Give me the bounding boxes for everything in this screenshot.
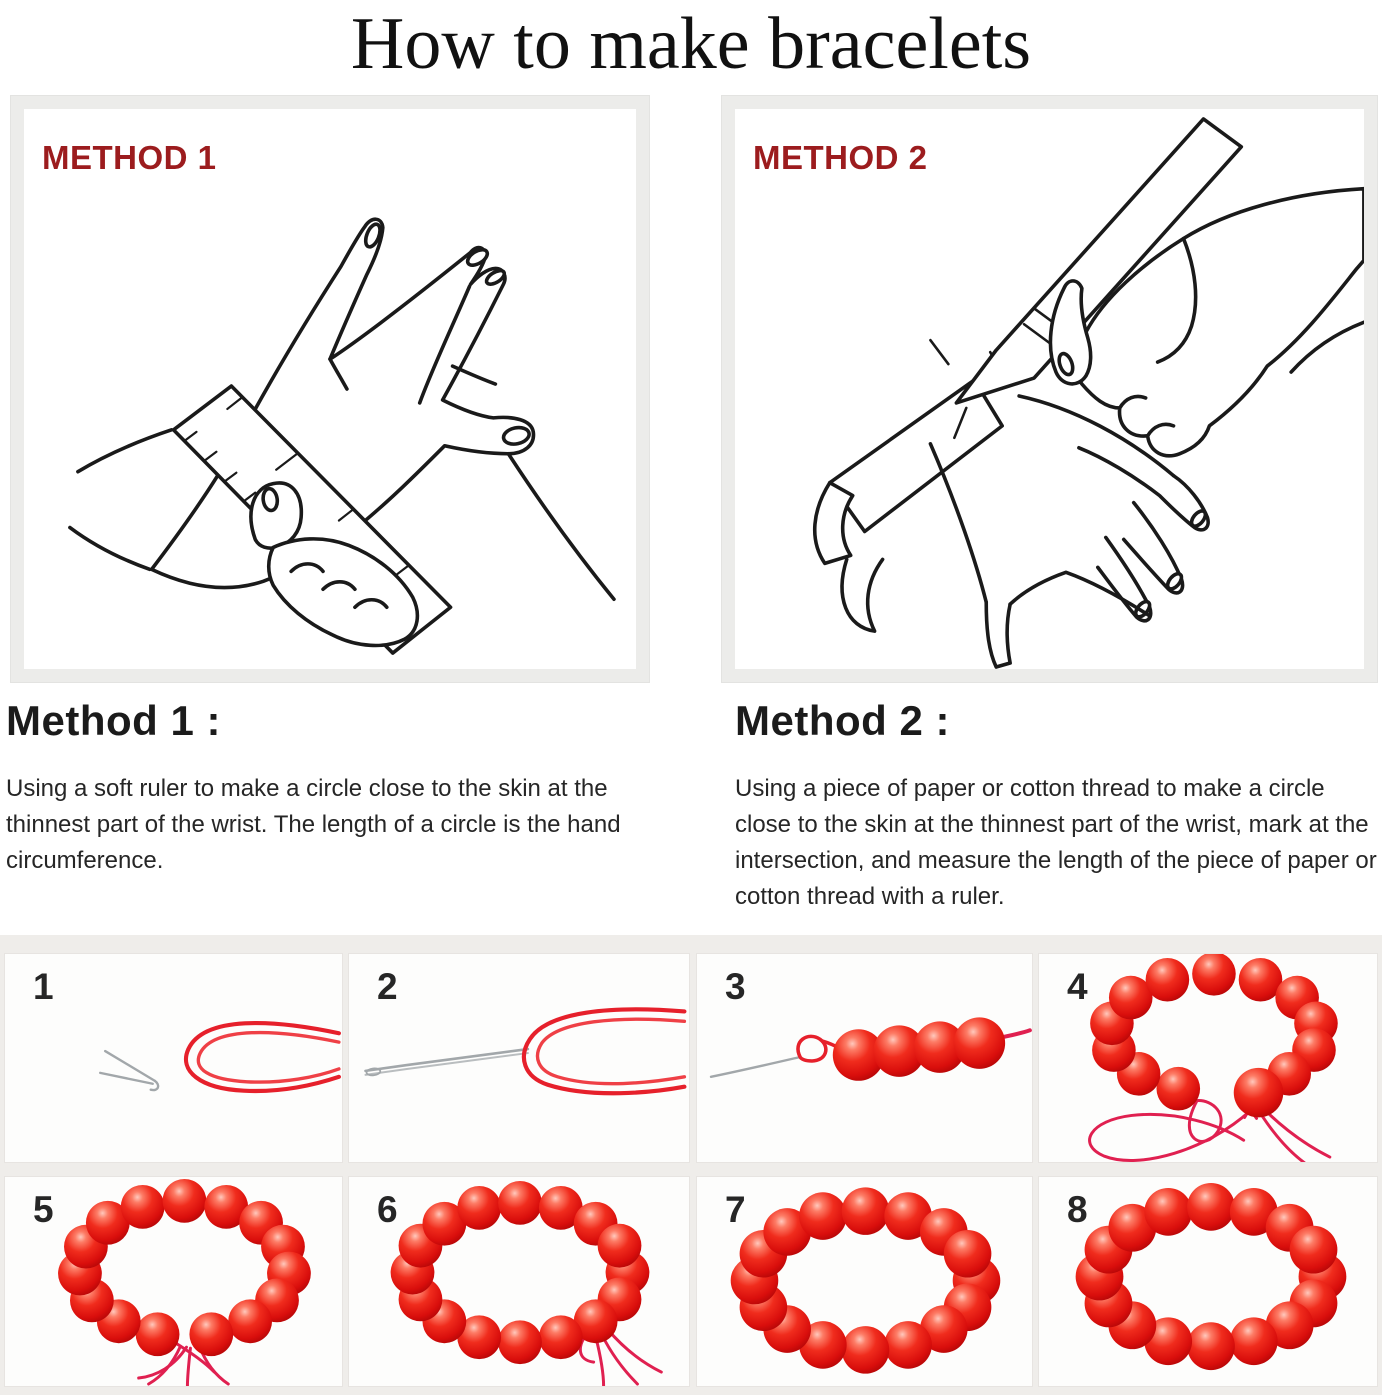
method1-description: Using a soft ruler to make a circle close to the skin at the thinnest part of the wrist. The length of a circle is the hand circumference. — [6, 775, 621, 874]
bracelet-with-hanging-cords-photo — [5, 1177, 342, 1386]
method1-figure-inner — [24, 109, 636, 669]
step-number: 1 — [33, 966, 54, 1007]
method2-figure-inner — [735, 109, 1364, 669]
needle-and-folded-cord-photo — [5, 954, 342, 1162]
step-number: 7 — [725, 1189, 746, 1230]
step-number: 6 — [377, 1189, 398, 1230]
beads-threaded-on-cord-photo — [697, 954, 1032, 1162]
step-number: 2 — [377, 966, 398, 1007]
step-2-cell — [348, 953, 690, 1163]
bracelet-with-side-cords-photo — [349, 1177, 689, 1386]
step-number: 5 — [33, 1189, 54, 1230]
step-1-cell — [4, 953, 343, 1163]
step-6-cell — [348, 1176, 690, 1387]
ruler-measuring-wrist-illustration — [24, 109, 636, 669]
finished-bracelet-photo — [697, 1177, 1032, 1386]
step-number: 8 — [1067, 1189, 1088, 1230]
step-4-cell — [1038, 953, 1378, 1163]
method1-text-block — [6, 697, 650, 879]
method2-text-block — [735, 697, 1380, 915]
method2-figure-panel — [721, 95, 1378, 683]
pen-marking-wrist-illustration — [735, 109, 1364, 669]
method1-panel-label: METHOD 1 — [42, 139, 217, 176]
steps-section — [0, 935, 1382, 1395]
page-title: How to make bracelets — [350, 3, 1032, 85]
needle-threaded-through-cord-photo — [349, 954, 689, 1162]
step-3-cell — [696, 953, 1033, 1163]
method2-panel-label: METHOD 2 — [753, 139, 928, 176]
step-number: 3 — [725, 966, 746, 1007]
bead-ring-with-cord-loops-photo — [1039, 954, 1377, 1162]
step-5-cell — [4, 1176, 343, 1387]
finished-bracelet-photo — [1039, 1177, 1377, 1386]
method1-heading: Method 1 : — [6, 697, 221, 744]
method2-heading: Method 2 : — [735, 697, 950, 744]
step-7-cell — [696, 1176, 1033, 1387]
method1-figure-panel — [10, 95, 650, 683]
step-8-cell — [1038, 1176, 1378, 1387]
step-number: 4 — [1067, 966, 1088, 1007]
method2-description: Using a piece of paper or cotton thread to make a circle close to the skin at the thinnest part of the wrist, mark at the intersection, and measure the length of the piece of paper or cotton thread with a ruler. — [735, 775, 1377, 910]
